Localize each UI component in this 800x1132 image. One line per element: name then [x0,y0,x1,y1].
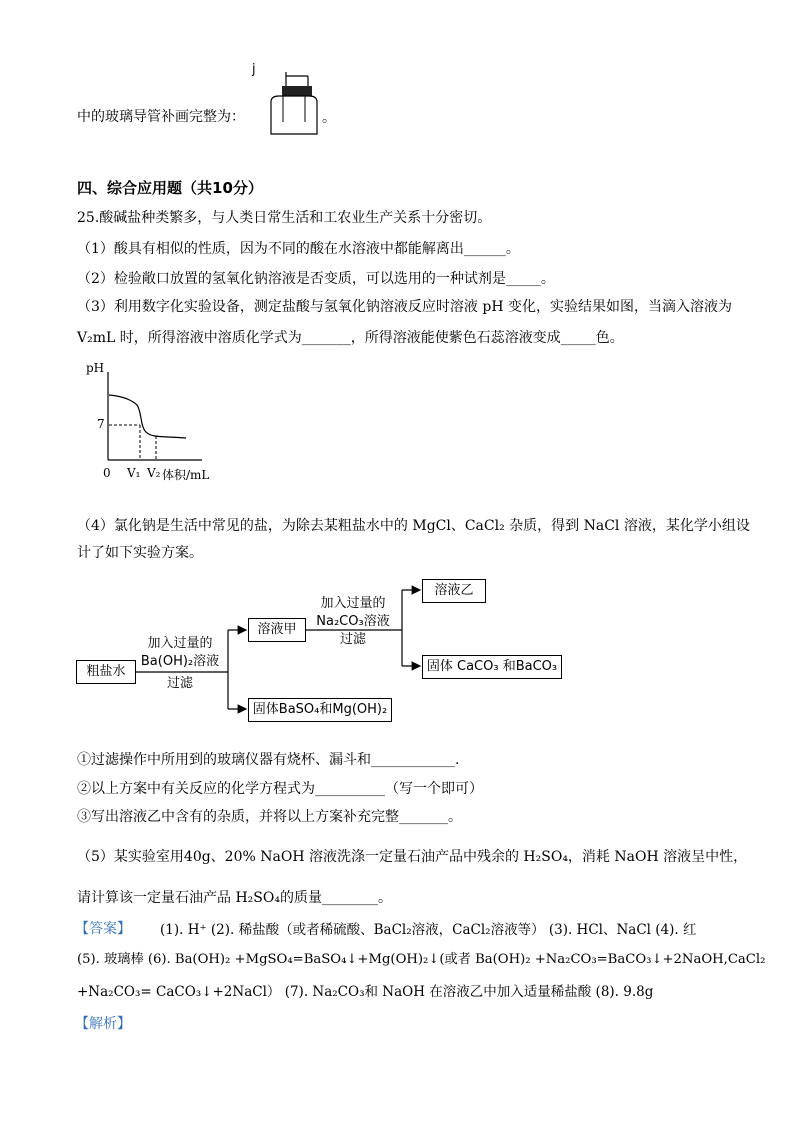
answer-line-3: +Na₂CO₃= CaCO₃↓+2NaCl） (7). Na₂CO₃和 NaOH 在溶液乙中加入适量稀盐酸 (8). 9.8g [77,984,654,1000]
graph-x-tick-v1: V₁ [127,466,141,480]
flow-step1-label-3: 过滤 [166,676,193,691]
sub-question-2: ②以上方案中有关反应的化学方程式为__________（写一个即可） [77,781,483,797]
question-part-2: （2）检验敞口放置的氢氧化钠溶液是否变质，可以选用的一种试剂是_____。 [77,271,555,287]
flow-step1-label-1: 加入过量的 [147,636,213,651]
flow-box-crude-brine: 粗盐水 [76,660,136,684]
question-part-3-line2: V₂mL 时，所得溶液中溶质化学式为_______，所得溶液能使紫色石蕊溶液变成_____色。 [77,330,624,346]
question-intro: 25.酸碱盐种类繁多，与人类日常生活和工农业生产关系十分密切。 [77,210,492,226]
flow-step2-label-3: 过滤 [339,632,366,647]
question-part-5-line1: （5）某实验室用40g、20% NaOH 溶液洗涤一定量石油产品中残余的 H₂SO₄，消耗 NaOH 溶液呈中性， [77,849,748,865]
flowchart-connectors [0,570,800,730]
section-title: 四、综合应用题（共10分） [77,179,263,197]
graph-x-tick-v2: V₂ [147,466,161,480]
flow-box-solid-a: 固体BaSO₄和Mg(OH)₂ [248,698,392,722]
question-part-4-line1: （4）氯化钠是生活中常见的盐，为除去某粗盐水中的 MgCl、CaCl₂ 杂质，得到 NaCl 溶液，某化学小组设 [77,518,750,534]
graph-x-label: 体积/mL [162,468,210,482]
apparatus-end: 。 [322,110,336,126]
graph-origin: 0 [103,466,111,480]
sub-question-1: ①过滤操作中所用到的玻璃仪器有烧杯、漏斗和____________. [77,752,460,768]
graph-y-tick: 7 [97,417,105,431]
answer-line-2: (5). 玻璃棒 (6). Ba(OH)₂ +MgSO₄=BaSO₄↓+Mg(OH)₂↓(或者 Ba(OH)₂ +Na₂CO₃=BaCO₃↓+2NaOH,CaCl₂ [77,952,766,967]
apparatus-sentence: 中的玻璃导管补画完整为： [77,109,245,125]
question-part-3-line1: （3）利用数字化实验设备，测定盐酸与氢氧化钠溶液反应时溶液 pH 变化，实验结果如图，当滴入溶液为 [77,299,732,315]
ph-curve [109,395,186,438]
answer-label: 【答案】 [75,921,131,937]
question-part-4-line2: 计了如下实验方案。 [77,545,203,561]
flow-step2-label-1: 加入过量的 [320,596,386,611]
question-part-5-line2: 请计算该一定量石油产品 H₂SO₄的质量________。 [77,890,392,906]
gas-bottle-diagram [268,72,318,132]
bottle-label: j [252,62,256,77]
sub-question-3: ③写出溶液乙中含有的杂质，并将以上方案补充完整_______。 [77,809,462,825]
flow-step2-label-2: Na₂CO₃溶液 [316,614,390,629]
flow-box-solid-b: 固体 CaCO₃ 和BaCO₃ [422,655,562,679]
question-part-1: （1）酸具有相似的性质，因为不同的酸在水溶液中都能解离出______。 [77,241,520,257]
graph-y-label: pH [86,361,105,375]
flow-step1-label-2: Ba(OH)₂溶液 [140,654,220,669]
answer-line-1: (1). H⁺ (2). 稀盐酸（或者稀硫酸、BaCl₂溶液，CaCl₂溶液等） (3). HCl、NaCl (4). 红 [160,922,697,938]
flow-box-solution-a: 溶液甲 [248,618,306,642]
flow-box-solution-b: 溶液乙 [422,579,486,603]
analysis-label: 【解析】 [75,1016,131,1032]
